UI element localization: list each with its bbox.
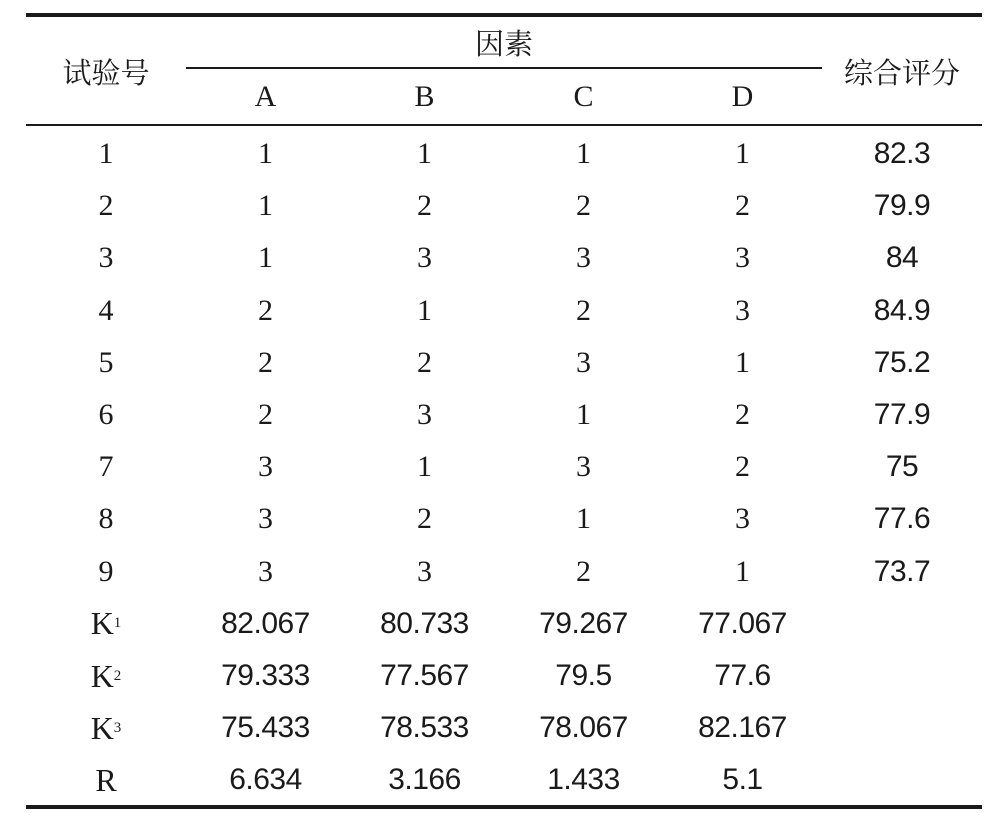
header-score: 综合评分 xyxy=(843,55,960,90)
table-cell-a: 3 xyxy=(258,554,273,588)
table-cell-score: 84 xyxy=(885,241,919,275)
summary-cell-a: 6.634 xyxy=(229,763,302,797)
summary-cell-b: 78.533 xyxy=(380,711,469,745)
table-cell-a: 1 xyxy=(258,137,273,171)
header-factor: 因素 xyxy=(474,26,533,61)
table-cell-c: 2 xyxy=(576,189,591,223)
table-cell-d: 1 xyxy=(735,345,750,379)
table-cell-id: 8 xyxy=(98,502,114,536)
table-cell-id: 1 xyxy=(98,137,114,171)
summary-cell-c: 78.067 xyxy=(539,711,628,745)
summary-cell-c: 79.5 xyxy=(555,659,612,693)
table-cell-score: 75.2 xyxy=(873,345,931,379)
summary-label-base: R xyxy=(95,761,117,798)
summary-label xyxy=(26,702,186,754)
table-cell-score: 79.9 xyxy=(873,189,931,223)
summary-label-base: K xyxy=(90,605,114,642)
summary-cell-c: 79.267 xyxy=(539,606,628,640)
table-cell-b: 3 xyxy=(417,398,432,432)
table-cell-b: 1 xyxy=(417,293,432,327)
summary-cell-a: 79.333 xyxy=(221,659,310,693)
table-cell-c: 2 xyxy=(576,554,591,588)
table-cell-id: 7 xyxy=(98,450,114,484)
table-cell-a: 3 xyxy=(258,502,273,536)
summary-cell-d: 77.067 xyxy=(698,606,787,640)
table-cell-d: 3 xyxy=(735,241,750,275)
table-cell-score: 73.7 xyxy=(873,554,931,588)
factor-rule xyxy=(186,67,822,69)
table-cell-b: 2 xyxy=(417,502,432,536)
table-cell-b: 2 xyxy=(417,345,432,379)
summary-label xyxy=(26,754,186,806)
header-factor-d: D xyxy=(731,80,754,113)
summary-label-subscript: 1 xyxy=(113,615,122,632)
table-cell-id: 6 xyxy=(98,398,114,432)
table-cell-c: 1 xyxy=(576,137,591,171)
table-cell-d: 3 xyxy=(735,293,750,327)
table-cell-a: 3 xyxy=(258,450,273,484)
table-cell-b: 2 xyxy=(417,189,432,223)
table-cell-a: 2 xyxy=(258,398,273,432)
table-cell-c: 3 xyxy=(576,450,591,484)
table-cell-b: 3 xyxy=(417,241,432,275)
summary-cell-b: 3.166 xyxy=(388,763,461,797)
header-factor-b: B xyxy=(414,80,435,113)
table-cell-d: 1 xyxy=(735,137,750,171)
table-cell-id: 4 xyxy=(98,293,114,327)
table-cell-id: 3 xyxy=(98,241,114,275)
table-cell-score: 77.6 xyxy=(873,502,931,536)
summary-cell-a: 82.067 xyxy=(221,606,310,640)
summary-cell-b: 77.567 xyxy=(380,659,469,693)
table-cell-id: 5 xyxy=(98,345,114,379)
header-rule xyxy=(26,124,982,126)
summary-label-base: K xyxy=(90,709,114,746)
summary-cell-c: 1.433 xyxy=(547,763,620,797)
orthogonal-test-table xyxy=(26,0,982,830)
header-factor-a: A xyxy=(254,80,277,113)
summary-label xyxy=(26,598,186,650)
table-cell-c: 1 xyxy=(576,398,591,432)
table-cell-b: 3 xyxy=(417,554,432,588)
summary-label-subscript: 2 xyxy=(113,667,122,684)
summary-cell-d: 82.167 xyxy=(698,711,787,745)
table-cell-score: 84.9 xyxy=(873,293,931,327)
table-cell-c: 3 xyxy=(576,241,591,275)
table-cell-a: 2 xyxy=(258,345,273,379)
summary-label-base: K xyxy=(90,657,114,694)
table-cell-a: 2 xyxy=(258,293,273,327)
table-cell-b: 1 xyxy=(417,450,432,484)
table-cell-d: 3 xyxy=(735,502,750,536)
table-cell-d: 2 xyxy=(735,398,750,432)
table-cell-d: 1 xyxy=(735,554,750,588)
table-cell-a: 1 xyxy=(258,241,273,275)
table-cell-score: 77.9 xyxy=(873,398,931,432)
table-cell-score: 75 xyxy=(885,450,919,484)
table-cell-c: 3 xyxy=(576,345,591,379)
header-factor-c: C xyxy=(573,80,594,113)
table-cell-score: 82.3 xyxy=(873,137,931,171)
table-cell-c: 2 xyxy=(576,293,591,327)
summary-cell-b: 80.733 xyxy=(380,606,469,640)
summary-cell-d: 77.6 xyxy=(714,659,771,693)
table-cell-id: 9 xyxy=(98,554,114,588)
summary-label xyxy=(26,650,186,702)
top-rule xyxy=(26,13,982,17)
table-cell-b: 1 xyxy=(417,137,432,171)
table-cell-c: 1 xyxy=(576,502,591,536)
table-cell-d: 2 xyxy=(735,450,750,484)
summary-cell-d: 5.1 xyxy=(722,763,763,797)
table-cell-d: 2 xyxy=(735,189,750,223)
table-cell-id: 2 xyxy=(98,189,114,223)
table-cell-a: 1 xyxy=(258,189,273,223)
header-trial: 试验号 xyxy=(62,55,150,90)
summary-label-subscript: 3 xyxy=(113,719,122,736)
summary-cell-a: 75.433 xyxy=(221,711,310,745)
